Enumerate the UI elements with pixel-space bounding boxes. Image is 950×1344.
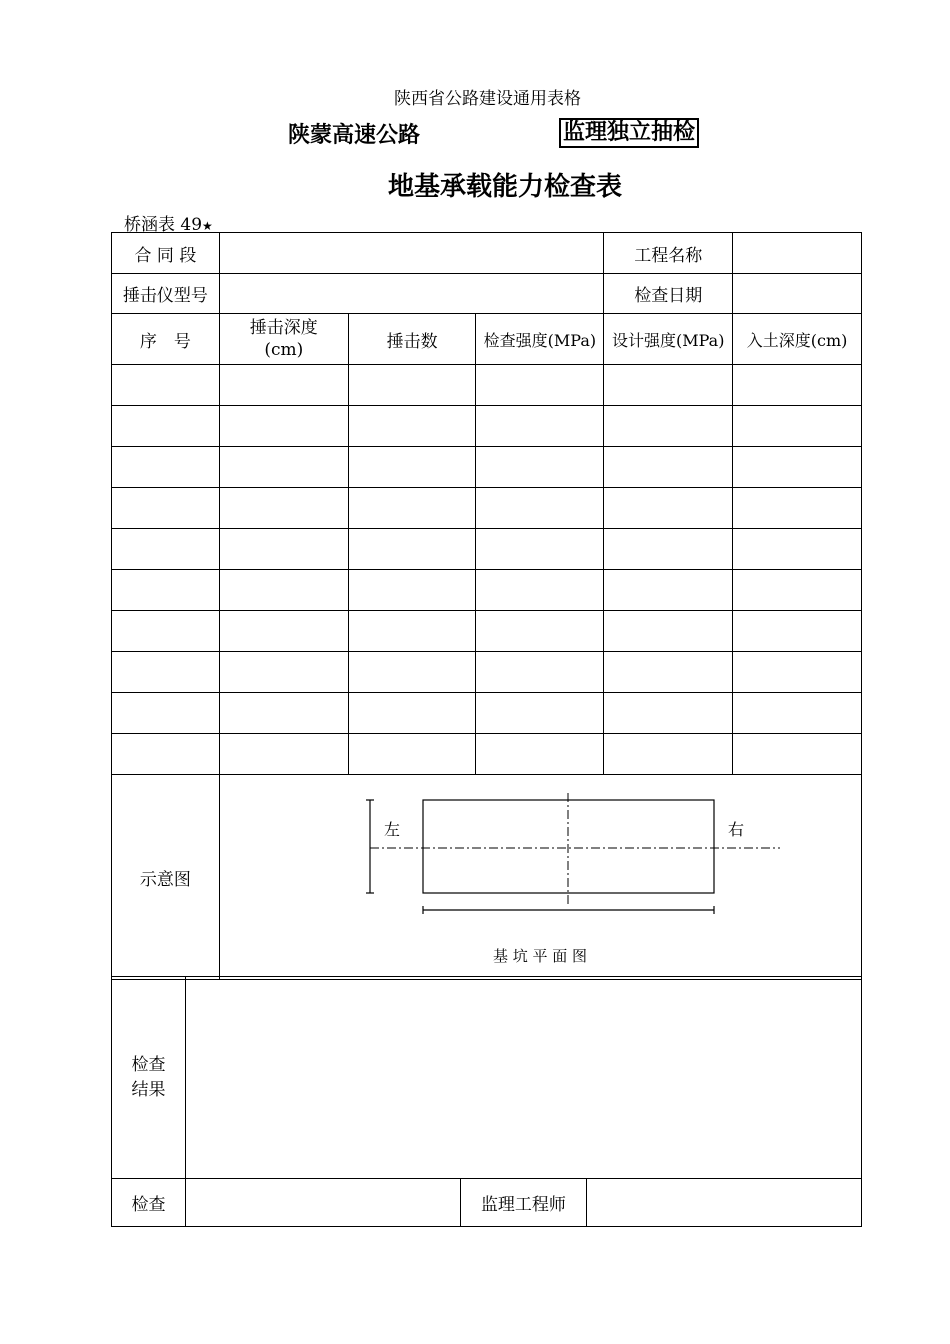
table-cell[interactable] bbox=[219, 365, 348, 406]
project-name-field[interactable] bbox=[733, 233, 862, 274]
table-cell[interactable] bbox=[476, 488, 604, 529]
engineer-field[interactable] bbox=[587, 1179, 862, 1227]
table-cell[interactable] bbox=[112, 693, 220, 734]
table-row bbox=[112, 406, 862, 447]
star-icon: ★ bbox=[202, 219, 213, 233]
col-header-measured-strength: 检查强度(MPa) bbox=[476, 314, 604, 365]
page-title: 地基承载能力检查表 bbox=[387, 172, 622, 202]
table-cell[interactable] bbox=[476, 570, 604, 611]
table-cell[interactable] bbox=[604, 365, 733, 406]
col-header-depth-line1: 捶击深度 bbox=[249, 318, 318, 338]
table-row bbox=[112, 447, 862, 488]
pit-plan-diagram bbox=[220, 775, 860, 979]
table-cell[interactable] bbox=[733, 529, 862, 570]
inspector-field[interactable] bbox=[185, 1179, 460, 1227]
table-cell[interactable] bbox=[604, 693, 733, 734]
table-cell[interactable] bbox=[112, 406, 220, 447]
table-cell[interactable] bbox=[112, 652, 220, 693]
general-form-caption: 陕西省公路建设通用表格 bbox=[394, 89, 581, 109]
inspector-label: 检查 bbox=[112, 1179, 186, 1227]
result-label-line2: 结果 bbox=[131, 1079, 166, 1100]
result-table bbox=[111, 976, 862, 1227]
col-header-penetration: 入土深度(cm) bbox=[733, 314, 862, 365]
table-cell[interactable] bbox=[348, 447, 476, 488]
table-cell[interactable] bbox=[733, 488, 862, 529]
table-cell[interactable] bbox=[219, 488, 348, 529]
table-cell[interactable] bbox=[112, 365, 220, 406]
table-cell[interactable] bbox=[112, 488, 220, 529]
table-row bbox=[112, 529, 862, 570]
col-header-depth-line2: (cm) bbox=[264, 340, 304, 360]
col-header-seq: 序 号 bbox=[112, 314, 220, 365]
result-field[interactable] bbox=[185, 977, 861, 1179]
table-cell[interactable] bbox=[348, 693, 476, 734]
table-cell[interactable] bbox=[219, 652, 348, 693]
contract-label: 合 同 段 bbox=[112, 233, 220, 274]
table-row bbox=[112, 734, 862, 775]
table-cell[interactable] bbox=[604, 447, 733, 488]
table-row bbox=[112, 693, 862, 734]
data-rows bbox=[112, 365, 862, 775]
form-code-text: 桥涵表 49 bbox=[124, 215, 203, 235]
date-field[interactable] bbox=[733, 274, 862, 314]
table-cell[interactable] bbox=[219, 611, 348, 652]
table-cell[interactable] bbox=[348, 652, 476, 693]
table-cell[interactable] bbox=[219, 693, 348, 734]
right-marker: 右 bbox=[727, 820, 744, 839]
table-cell[interactable] bbox=[219, 447, 348, 488]
sketch-caption: 基 坑 平 面 图 bbox=[492, 947, 587, 965]
inspection-table bbox=[111, 232, 862, 980]
table-cell[interactable] bbox=[348, 488, 476, 529]
contract-value-field[interactable] bbox=[219, 233, 603, 274]
table-cell[interactable] bbox=[112, 611, 220, 652]
col-header-design-strength: 设计强度(MPa) bbox=[604, 314, 733, 365]
table-cell[interactable] bbox=[733, 406, 862, 447]
table-cell[interactable] bbox=[604, 570, 733, 611]
table-cell[interactable] bbox=[112, 529, 220, 570]
table-cell[interactable] bbox=[348, 611, 476, 652]
result-label bbox=[112, 977, 186, 1179]
table-cell[interactable] bbox=[476, 734, 604, 775]
table-cell[interactable] bbox=[112, 570, 220, 611]
table-cell[interactable] bbox=[733, 570, 862, 611]
table-cell[interactable] bbox=[348, 365, 476, 406]
table-cell[interactable] bbox=[219, 529, 348, 570]
table-cell[interactable] bbox=[476, 652, 604, 693]
table-cell[interactable] bbox=[604, 488, 733, 529]
table-cell[interactable] bbox=[476, 693, 604, 734]
table-cell[interactable] bbox=[219, 734, 348, 775]
table-cell[interactable] bbox=[476, 611, 604, 652]
table-row bbox=[112, 611, 862, 652]
date-label: 检查日期 bbox=[604, 274, 733, 314]
table-cell[interactable] bbox=[733, 693, 862, 734]
project-name-heading: 陕蒙高速公路 bbox=[288, 123, 421, 148]
instrument-field[interactable] bbox=[219, 274, 603, 314]
table-cell[interactable] bbox=[733, 652, 862, 693]
table-cell[interactable] bbox=[112, 447, 220, 488]
table-cell[interactable] bbox=[219, 570, 348, 611]
table-cell[interactable] bbox=[733, 365, 862, 406]
col-header-depth bbox=[219, 314, 348, 365]
table-cell[interactable] bbox=[476, 529, 604, 570]
table-cell[interactable] bbox=[112, 734, 220, 775]
table-cell[interactable] bbox=[604, 529, 733, 570]
table-cell[interactable] bbox=[348, 406, 476, 447]
col-header-blows: 捶击数 bbox=[348, 314, 476, 365]
table-row bbox=[112, 488, 862, 529]
engineer-label: 监理工程师 bbox=[460, 1179, 587, 1227]
table-cell[interactable] bbox=[476, 406, 604, 447]
table-cell[interactable] bbox=[733, 734, 862, 775]
table-cell[interactable] bbox=[604, 652, 733, 693]
instrument-label: 捶击仪型号 bbox=[112, 274, 220, 314]
table-cell[interactable] bbox=[348, 570, 476, 611]
table-cell[interactable] bbox=[476, 365, 604, 406]
independent-check-badge: 监理独立抽检 bbox=[559, 118, 699, 148]
table-cell[interactable] bbox=[604, 611, 733, 652]
project-name-label: 工程名称 bbox=[604, 233, 733, 274]
result-label-line1: 检查 bbox=[131, 1054, 166, 1075]
sketch-cell bbox=[219, 775, 861, 980]
table-cell[interactable] bbox=[348, 529, 476, 570]
table-row bbox=[112, 570, 862, 611]
table-cell[interactable] bbox=[476, 447, 604, 488]
table-cell[interactable] bbox=[604, 406, 733, 447]
sketch-label: 示意图 bbox=[112, 775, 220, 980]
table-cell[interactable] bbox=[733, 611, 862, 652]
left-marker: 左 bbox=[383, 820, 400, 839]
table-cell[interactable] bbox=[733, 447, 862, 488]
table-row bbox=[112, 652, 862, 693]
table-cell[interactable] bbox=[604, 734, 733, 775]
table-row bbox=[112, 365, 862, 406]
table-cell[interactable] bbox=[219, 406, 348, 447]
table-cell[interactable] bbox=[348, 734, 476, 775]
